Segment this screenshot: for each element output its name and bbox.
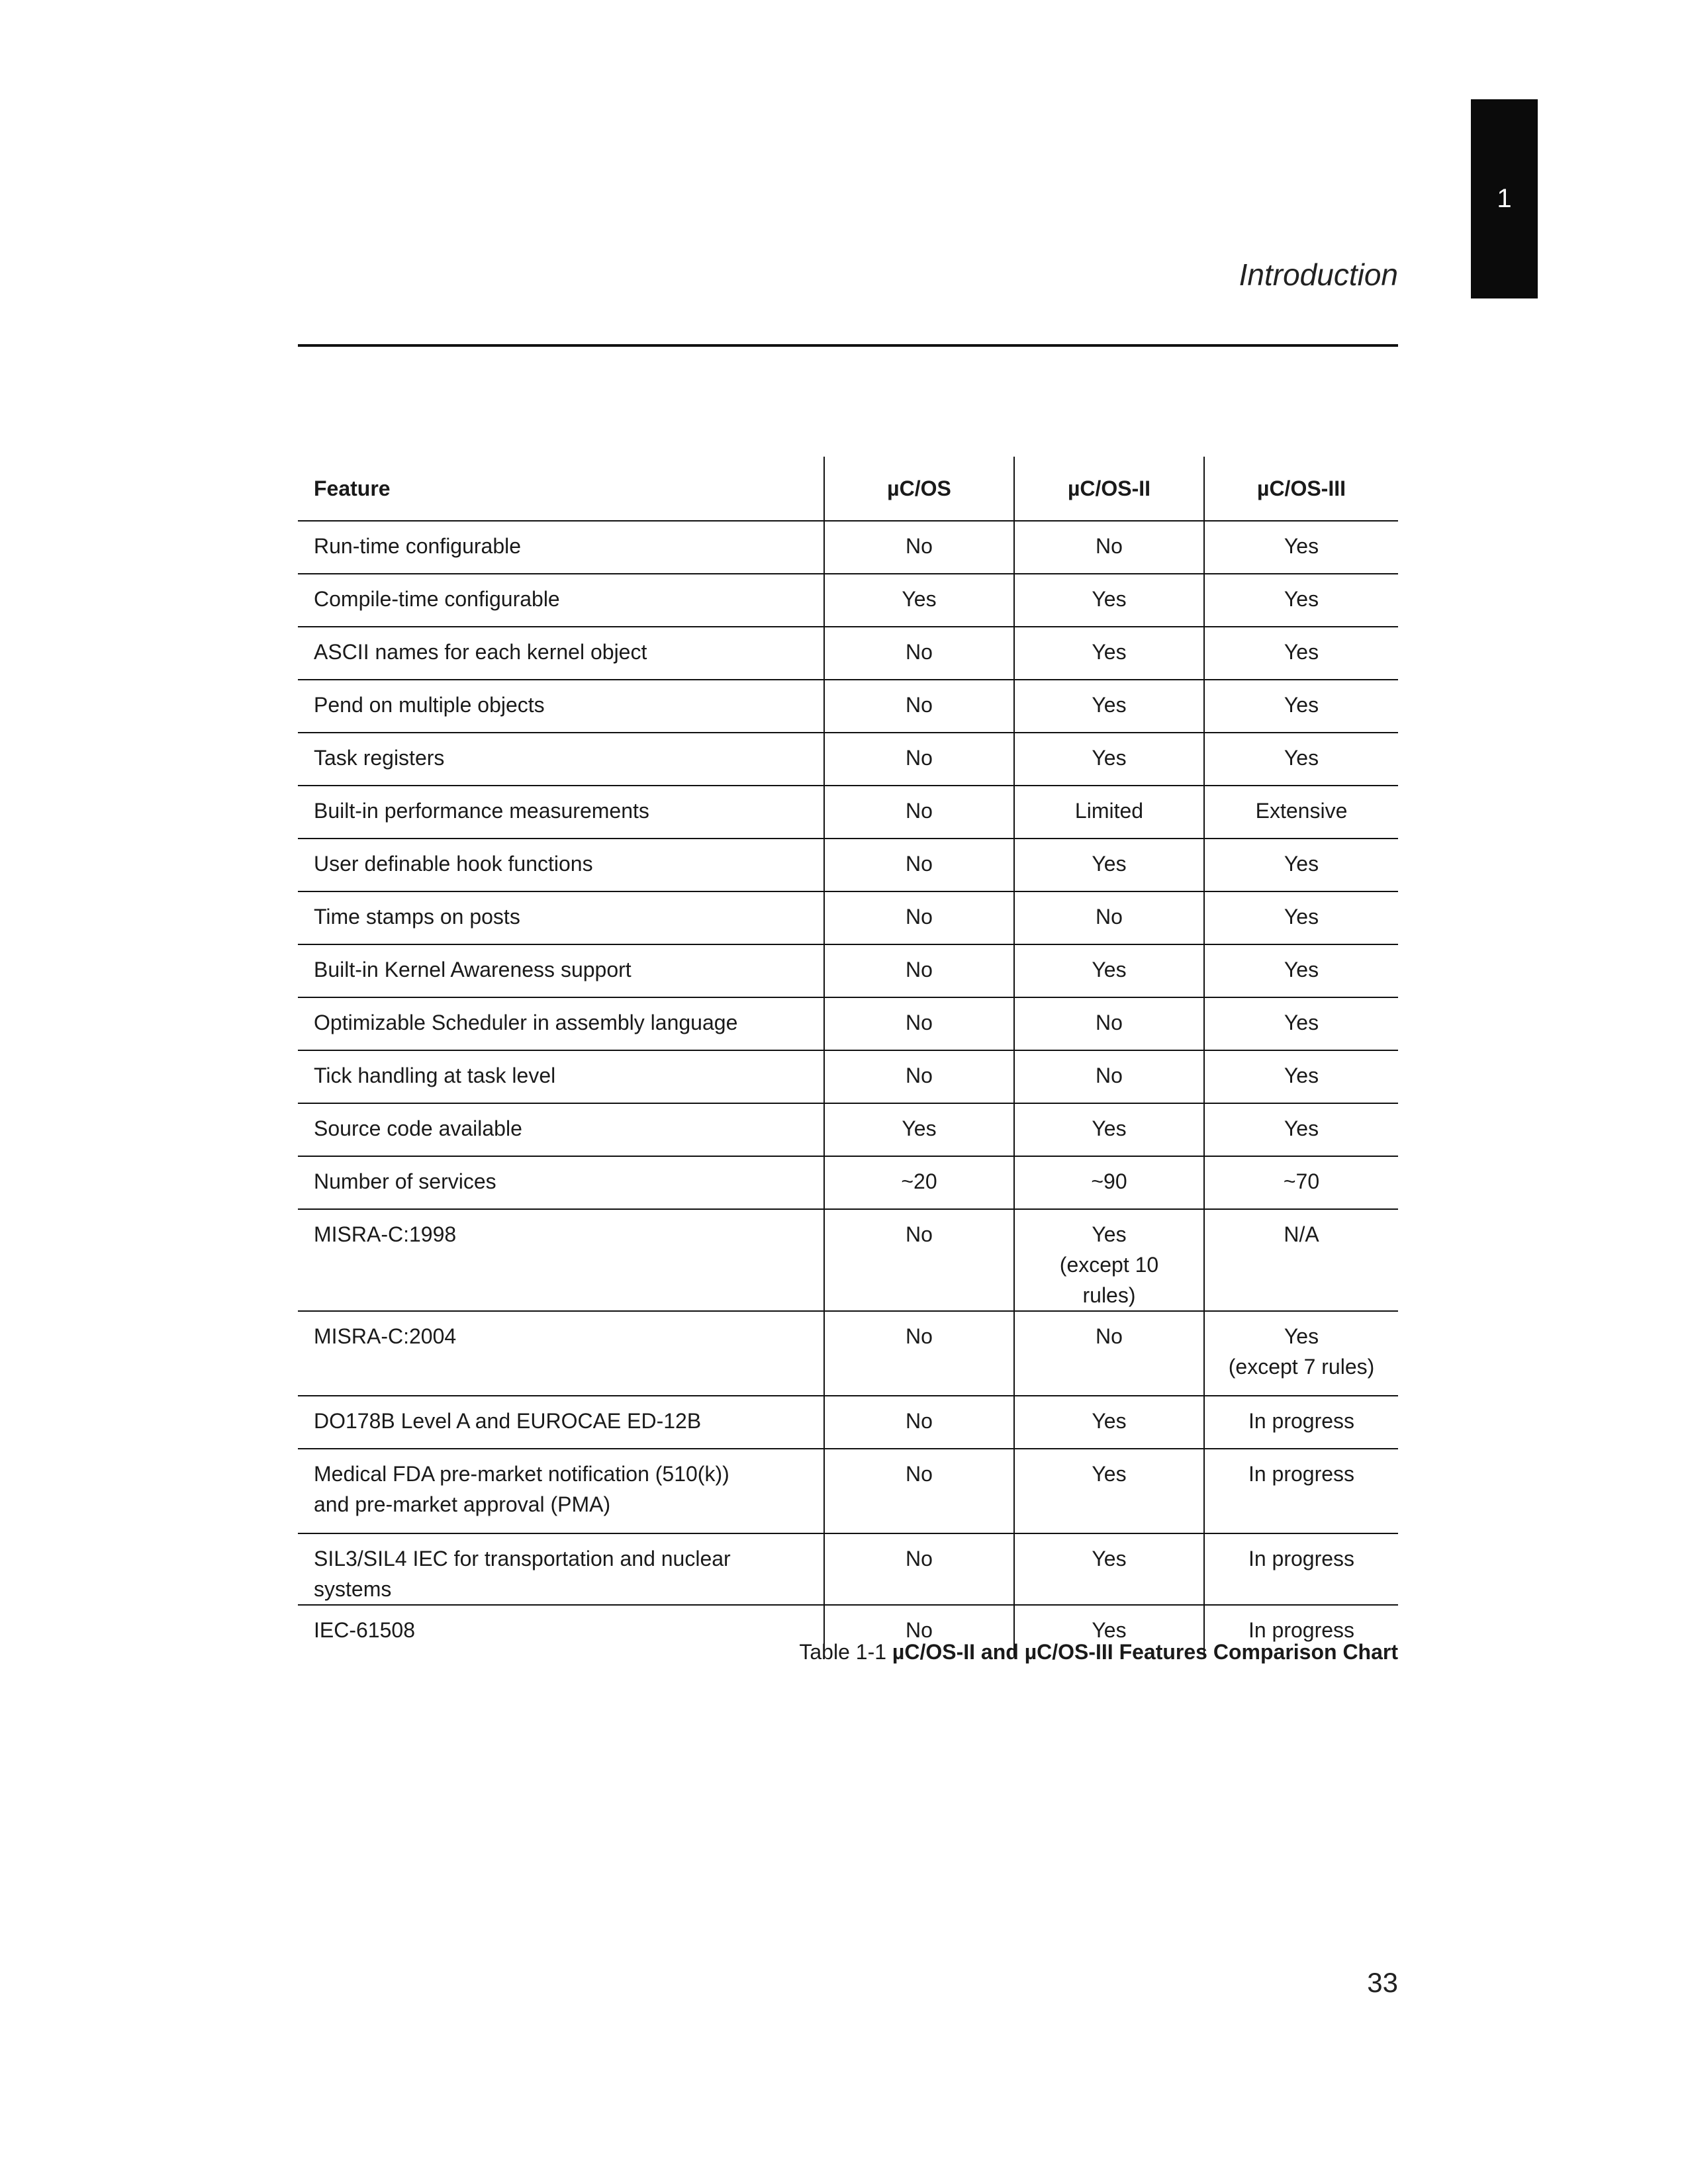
cell-text: Yes [1284, 534, 1319, 558]
page-number: 33 [1367, 1967, 1398, 1998]
cell-text: Yes [1284, 905, 1319, 929]
cell-ucos-ii [1014, 1311, 1204, 1396]
cell-ucos-iii [1204, 733, 1398, 786]
cell-text: Yes [1284, 693, 1319, 717]
running-header-title: Introduction [1239, 257, 1398, 292]
table-row [298, 1156, 1398, 1209]
cell-ucos-ii [1014, 521, 1204, 574]
cell-feature [298, 839, 824, 891]
cell-text: Time stamps on posts [314, 905, 520, 929]
cell-ucos-ii [1014, 1050, 1204, 1103]
table-row [298, 786, 1398, 839]
table-row [298, 1396, 1398, 1449]
cell-text: Yes [1284, 1324, 1319, 1348]
cell-text: In progress [1248, 1462, 1355, 1486]
table-header-row [298, 457, 1398, 521]
cell-ucos-ii [1014, 680, 1204, 733]
cell-ucos [824, 521, 1014, 574]
cell-ucos-iii [1204, 627, 1398, 680]
cell-ucos-iii [1204, 1533, 1398, 1605]
table-row [298, 891, 1398, 944]
cell-text: No [906, 1324, 933, 1348]
cell-text: No [906, 534, 933, 558]
cell-text: MISRA-C:2004 [314, 1324, 457, 1348]
cell-feature [298, 1396, 824, 1449]
cell-text: No [906, 1618, 933, 1642]
cell-text: In progress [1248, 1618, 1355, 1642]
cell-ucos [824, 1533, 1014, 1605]
cell-text: Yes [1284, 746, 1319, 770]
cell-text: Yes [1092, 587, 1127, 611]
cell-text: Yes [1092, 693, 1127, 717]
column-header-feature: Feature [298, 457, 824, 521]
table-row [298, 680, 1398, 733]
cell-ucos-iii [1204, 786, 1398, 839]
cell-text: No [906, 1462, 933, 1486]
cell-ucos-iii [1204, 944, 1398, 997]
cell-ucos-ii [1014, 1209, 1204, 1311]
cell-text: Yes [1092, 852, 1127, 876]
cell-text: IEC-61508 [314, 1618, 415, 1642]
cell-feature [298, 1103, 824, 1156]
cell-text: No [906, 640, 933, 664]
cell-text: Yes [1284, 1011, 1319, 1034]
cell-ucos-ii [1014, 1396, 1204, 1449]
cell-text: Pend on multiple objects [314, 693, 545, 717]
cell-text: In progress [1248, 1547, 1355, 1570]
cell-ucos-iii [1204, 1449, 1398, 1533]
table-row [298, 733, 1398, 786]
cell-ucos [824, 574, 1014, 627]
cell-feature [298, 680, 824, 733]
cell-text: (except 10 rules) [1059, 1253, 1159, 1307]
chapter-tab: 1 [1471, 99, 1538, 298]
cell-text: Built-in Kernel Awareness support [314, 958, 632, 981]
caption-prefix: Table 1-1 [799, 1640, 892, 1664]
cell-ucos [824, 1449, 1014, 1533]
cell-ucos [824, 680, 1014, 733]
cell-text: Limited [1074, 799, 1144, 823]
cell-text: Source code available [314, 1116, 522, 1140]
cell-text: Built-in performance measurements [314, 799, 649, 823]
cell-ucos-iii [1204, 997, 1398, 1050]
table-row [298, 521, 1398, 574]
cell-ucos-ii [1014, 839, 1204, 891]
cell-text: Task registers [314, 746, 445, 770]
cell-ucos-ii [1014, 891, 1204, 944]
cell-text: ~20 [901, 1169, 937, 1193]
cell-feature [298, 521, 824, 574]
cell-ucos-iii [1204, 839, 1398, 891]
cell-ucos-iii [1204, 891, 1398, 944]
cell-text: Yes [902, 587, 937, 611]
cell-ucos-ii [1014, 997, 1204, 1050]
cell-feature [298, 1050, 824, 1103]
cell-text: No [906, 958, 933, 981]
cell-text: Yes [1092, 1547, 1127, 1570]
cell-text: Yes [1092, 1116, 1127, 1140]
cell-ucos-ii [1014, 786, 1204, 839]
cell-text: No [1096, 534, 1123, 558]
cell-text: No [1096, 905, 1123, 929]
column-header-ucos-iii: µC/OS-III [1204, 457, 1398, 521]
cell-ucos [824, 944, 1014, 997]
table-caption [799, 1640, 1398, 1664]
cell-text: No [906, 852, 933, 876]
cell-feature [298, 1156, 824, 1209]
table-body [298, 521, 1398, 1657]
cell-ucos-iii [1204, 680, 1398, 733]
cell-text: No [1096, 1324, 1123, 1348]
cell-text: Yes [1092, 1222, 1127, 1246]
cell-text: No [906, 1222, 933, 1246]
cell-ucos [824, 733, 1014, 786]
table-row [298, 574, 1398, 627]
cell-text: Yes [902, 1116, 937, 1140]
cell-text: ASCII names for each kernel object [314, 640, 647, 664]
cell-text: Extensive [1255, 799, 1348, 823]
cell-text: Yes [1092, 640, 1127, 664]
cell-text: Yes [1092, 1462, 1127, 1486]
cell-text: DO178B Level A and EUROCAE ED-12B [314, 1409, 702, 1433]
cell-feature [298, 944, 824, 997]
cell-ucos [824, 1209, 1014, 1311]
cell-feature [298, 1533, 824, 1605]
cell-feature [298, 786, 824, 839]
cell-text: Number of services [314, 1169, 496, 1193]
cell-text: Optimizable Scheduler in assembly language [314, 1011, 738, 1034]
cell-ucos-ii [1014, 574, 1204, 627]
cell-text: No [906, 746, 933, 770]
cell-ucos-ii [1014, 1449, 1204, 1533]
cell-text: Yes [1284, 1064, 1319, 1087]
cell-text: and pre-market approval (PMA) [314, 1492, 611, 1516]
cell-feature [298, 997, 824, 1050]
cell-text: Yes [1284, 587, 1319, 611]
cell-ucos-ii [1014, 944, 1204, 997]
cell-ucos [824, 1050, 1014, 1103]
table-row [298, 1103, 1398, 1156]
cell-ucos-iii [1204, 1311, 1398, 1396]
header-rule [298, 344, 1398, 347]
table-row [298, 1449, 1398, 1533]
cell-text: No [906, 799, 933, 823]
cell-text: Yes [1092, 1618, 1127, 1642]
cell-text: Yes [1092, 1409, 1127, 1433]
cell-ucos-ii [1014, 1103, 1204, 1156]
cell-text: No [906, 1011, 933, 1034]
cell-text: No [906, 1409, 933, 1433]
features-comparison-table [298, 457, 1398, 1657]
cell-feature [298, 891, 824, 944]
cell-feature [298, 574, 824, 627]
table-row [298, 839, 1398, 891]
cell-text: SIL3/SIL4 IEC for transportation and nuclear systems [314, 1547, 731, 1601]
cell-feature [298, 1209, 824, 1311]
cell-text: No [1096, 1064, 1123, 1087]
cell-feature [298, 733, 824, 786]
cell-ucos-ii [1014, 1156, 1204, 1209]
cell-ucos-iii [1204, 1209, 1398, 1311]
cell-text: MISRA-C:1998 [314, 1222, 457, 1246]
cell-ucos [824, 1311, 1014, 1396]
cell-text: Yes [1284, 852, 1319, 876]
caption-title: µC/OS-II and µC/OS-III Features Comparison Chart [892, 1640, 1398, 1664]
cell-text: Yes [1092, 746, 1127, 770]
cell-text: Yes [1092, 958, 1127, 981]
cell-feature [298, 627, 824, 680]
cell-text: No [906, 693, 933, 717]
table-row [298, 1050, 1398, 1103]
cell-text: ~70 [1283, 1169, 1320, 1193]
table-row [298, 997, 1398, 1050]
cell-ucos-iii [1204, 574, 1398, 627]
cell-text: Yes [1284, 958, 1319, 981]
cell-text: (except 7 rules) [1228, 1355, 1375, 1379]
cell-text: No [1096, 1011, 1123, 1034]
cell-text: ~90 [1091, 1169, 1127, 1193]
cell-ucos-ii [1014, 733, 1204, 786]
cell-ucos [824, 1156, 1014, 1209]
cell-ucos-iii [1204, 1396, 1398, 1449]
table-row [298, 1533, 1398, 1605]
cell-ucos [824, 786, 1014, 839]
cell-feature [298, 1311, 824, 1396]
cell-text: Compile-time configurable [314, 587, 560, 611]
cell-ucos [824, 627, 1014, 680]
table-row [298, 627, 1398, 680]
cell-ucos-ii [1014, 1533, 1204, 1605]
cell-ucos-ii [1014, 627, 1204, 680]
cell-feature [298, 1605, 824, 1657]
column-header-ucos: µC/OS [824, 457, 1014, 521]
table-row [298, 1209, 1398, 1311]
cell-ucos-iii [1204, 521, 1398, 574]
column-header-ucos-ii: µC/OS-II [1014, 457, 1204, 521]
cell-ucos [824, 1103, 1014, 1156]
cell-text: No [906, 905, 933, 929]
cell-ucos [824, 891, 1014, 944]
cell-text: In progress [1248, 1409, 1355, 1433]
cell-text: N/A [1284, 1222, 1319, 1246]
table-row [298, 944, 1398, 997]
cell-ucos [824, 997, 1014, 1050]
cell-text: Yes [1284, 640, 1319, 664]
cell-text: User definable hook functions [314, 852, 593, 876]
cell-text: Medical FDA pre-market notification (510(k)) [314, 1462, 729, 1486]
cell-text: No [906, 1547, 933, 1570]
cell-text: Yes [1284, 1116, 1319, 1140]
table-row [298, 1311, 1398, 1396]
cell-ucos-iii [1204, 1156, 1398, 1209]
cell-ucos-iii [1204, 1050, 1398, 1103]
cell-text: No [906, 1064, 933, 1087]
cell-text: Tick handling at task level [314, 1064, 556, 1087]
cell-text: Run-time configurable [314, 534, 522, 558]
cell-feature [298, 1449, 824, 1533]
cell-ucos-iii [1204, 1103, 1398, 1156]
cell-ucos [824, 839, 1014, 891]
cell-ucos [824, 1396, 1014, 1449]
